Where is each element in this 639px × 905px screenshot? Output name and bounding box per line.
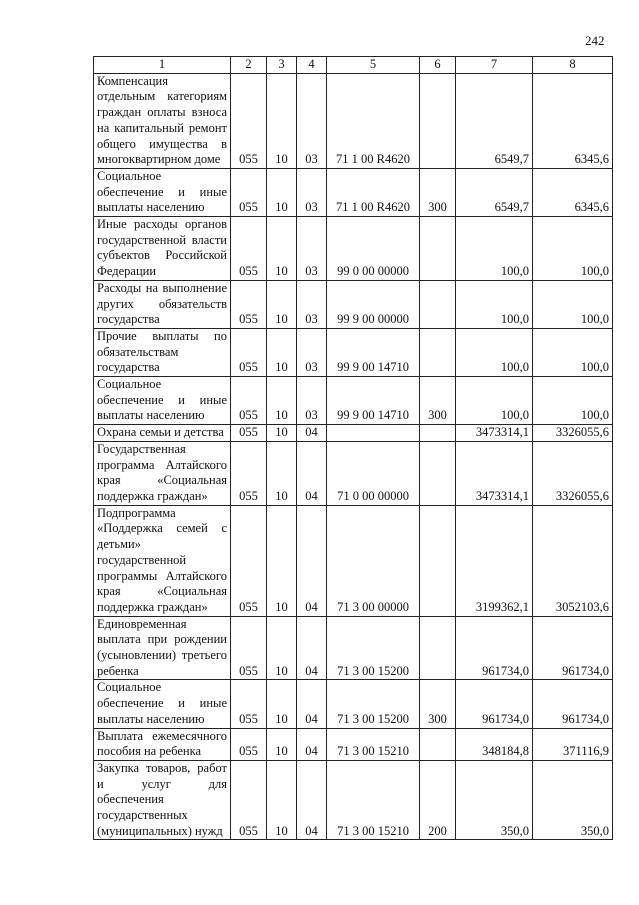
header-cell: 7 [456, 57, 533, 74]
expense-type-cell [420, 616, 456, 680]
section-cell: 10 [267, 441, 297, 505]
table-row [94, 217, 613, 281]
amount-year2-cell: 6345,6 [533, 73, 613, 168]
amount-year1-cell: 100,0 [456, 217, 533, 281]
header-cell: 4 [297, 57, 327, 74]
budget-table [93, 56, 613, 840]
target-article-cell: 71 3 00 15210 [327, 760, 420, 840]
header-cell: 2 [231, 57, 267, 74]
amount-year1-cell: 961734,0 [456, 616, 533, 680]
target-article-cell: 71 0 00 00000 [327, 441, 420, 505]
admin-code-cell: 055 [231, 680, 267, 728]
header-cell: 5 [327, 57, 420, 74]
target-article-cell: 71 3 00 15210 [327, 728, 420, 760]
subsection-cell: 04 [297, 441, 327, 505]
target-article-cell: 99 0 00 00000 [327, 217, 420, 281]
subsection-cell: 04 [297, 425, 327, 442]
amount-year1-cell: 6549,7 [456, 73, 533, 168]
section-cell: 10 [267, 728, 297, 760]
header-cell: 3 [267, 57, 297, 74]
admin-code-cell: 055 [231, 760, 267, 840]
amount-year2-cell: 3326055,6 [533, 441, 613, 505]
admin-code-cell: 055 [231, 441, 267, 505]
amount-year2-cell: 371116,9 [533, 728, 613, 760]
table-body [94, 73, 613, 840]
amount-year1-cell: 6549,7 [456, 168, 533, 216]
expense-type-cell: 300 [420, 680, 456, 728]
section-cell: 10 [267, 616, 297, 680]
subsection-cell: 03 [297, 377, 327, 425]
table-row [94, 377, 613, 425]
amount-year2-cell: 100,0 [533, 217, 613, 281]
amount-year1-cell: 3199362,1 [456, 505, 533, 616]
row-name-cell: Расходы на выполнение других обязательств государства [94, 280, 231, 328]
subsection-cell: 04 [297, 728, 327, 760]
expense-type-cell [420, 73, 456, 168]
expense-type-cell [420, 217, 456, 281]
amount-year2-cell: 6345,6 [533, 168, 613, 216]
admin-code-cell: 055 [231, 73, 267, 168]
expense-type-cell: 300 [420, 168, 456, 216]
row-name-cell: Государственная программа Алтайского края «Социальная поддержка граждан» [94, 441, 231, 505]
table-row [94, 760, 613, 840]
amount-year1-cell: 961734,0 [456, 680, 533, 728]
admin-code-cell: 055 [231, 168, 267, 216]
amount-year2-cell: 961734,0 [533, 616, 613, 680]
section-cell: 10 [267, 217, 297, 281]
subsection-cell: 04 [297, 616, 327, 680]
target-article-cell [327, 425, 420, 442]
section-cell: 10 [267, 168, 297, 216]
section-cell: 10 [267, 280, 297, 328]
subsection-cell: 03 [297, 73, 327, 168]
amount-year2-cell: 100,0 [533, 280, 613, 328]
header-cell: 6 [420, 57, 456, 74]
target-article-cell: 99 9 00 14710 [327, 328, 420, 376]
admin-code-cell: 055 [231, 728, 267, 760]
section-cell: 10 [267, 377, 297, 425]
row-name-cell: Выплата ежемесячного пособия на ребенка [94, 728, 231, 760]
subsection-cell: 04 [297, 680, 327, 728]
target-article-cell: 99 9 00 14710 [327, 377, 420, 425]
admin-code-cell: 055 [231, 280, 267, 328]
section-cell: 10 [267, 680, 297, 728]
expense-type-cell [420, 425, 456, 442]
row-name-cell: Социальное обеспечение и иные выплаты населению [94, 680, 231, 728]
target-article-cell: 71 3 00 00000 [327, 505, 420, 616]
section-cell: 10 [267, 505, 297, 616]
table-row [94, 728, 613, 760]
amount-year2-cell: 961734,0 [533, 680, 613, 728]
table-row [94, 680, 613, 728]
target-article-cell: 71 3 00 15200 [327, 616, 420, 680]
table-row [94, 73, 613, 168]
admin-code-cell: 055 [231, 377, 267, 425]
expense-type-cell: 300 [420, 377, 456, 425]
amount-year2-cell: 3326055,6 [533, 425, 613, 442]
table-row [94, 168, 613, 216]
admin-code-cell: 055 [231, 425, 267, 442]
section-cell: 10 [267, 425, 297, 442]
amount-year1-cell: 350,0 [456, 760, 533, 840]
row-name-cell: Прочие выплаты по обязательствам государства [94, 328, 231, 376]
amount-year2-cell: 100,0 [533, 328, 613, 376]
amount-year2-cell: 100,0 [533, 377, 613, 425]
expense-type-cell [420, 441, 456, 505]
admin-code-cell: 055 [231, 328, 267, 376]
row-name-cell: Социальное обеспечение и иные выплаты населению [94, 377, 231, 425]
target-article-cell: 99 9 00 00000 [327, 280, 420, 328]
expense-type-cell: 200 [420, 760, 456, 840]
table-row [94, 425, 613, 442]
expense-type-cell [420, 328, 456, 376]
row-name-cell: Компенсация отдельным категориям граждан оплаты взноса на капитальный ремонт общего имущества в многоквартирном доме [94, 73, 231, 168]
expense-type-cell [420, 280, 456, 328]
subsection-cell: 04 [297, 505, 327, 616]
row-name-cell: Подпрограмма «Поддержка семей с детьми» государственной программы Алтайского края «Социальная поддержка граждан» [94, 505, 231, 616]
table-row [94, 441, 613, 505]
expense-type-cell [420, 728, 456, 760]
row-name-cell: Закупка товаров, работ и услуг для обеспечения государственных (муниципальных) нужд [94, 760, 231, 840]
subsection-cell: 03 [297, 217, 327, 281]
page-number: 242 [585, 33, 605, 48]
row-name-cell: Охрана семьи и детства [94, 425, 231, 442]
admin-code-cell: 055 [231, 505, 267, 616]
amount-year1-cell: 100,0 [456, 377, 533, 425]
amount-year2-cell: 350,0 [533, 760, 613, 840]
target-article-cell: 71 1 00 R4620 [327, 73, 420, 168]
admin-code-cell: 055 [231, 616, 267, 680]
header-cell: 8 [533, 57, 613, 74]
amount-year1-cell: 100,0 [456, 328, 533, 376]
row-name-cell: Единовременная выплата при рождении (усыновлении) третьего ребенка [94, 616, 231, 680]
table-row [94, 280, 613, 328]
amount-year1-cell: 3473314,1 [456, 425, 533, 442]
admin-code-cell: 055 [231, 217, 267, 281]
target-article-cell: 71 1 00 R4620 [327, 168, 420, 216]
section-cell: 10 [267, 760, 297, 840]
section-cell: 10 [267, 73, 297, 168]
table-row [94, 505, 613, 616]
amount-year1-cell: 3473314,1 [456, 441, 533, 505]
row-name-cell: Иные расходы органов государственной власти субъектов Российской Федерации [94, 217, 231, 281]
subsection-cell: 03 [297, 328, 327, 376]
table-row [94, 616, 613, 680]
header-cell: 1 [94, 57, 231, 74]
expense-type-cell [420, 505, 456, 616]
section-cell: 10 [267, 328, 297, 376]
subsection-cell: 03 [297, 280, 327, 328]
table-row [94, 328, 613, 376]
subsection-cell: 04 [297, 760, 327, 840]
header-row [94, 57, 613, 74]
amount-year1-cell: 348184,8 [456, 728, 533, 760]
amount-year1-cell: 100,0 [456, 280, 533, 328]
row-name-cell: Социальное обеспечение и иные выплаты населению [94, 168, 231, 216]
subsection-cell: 03 [297, 168, 327, 216]
amount-year2-cell: 3052103,6 [533, 505, 613, 616]
target-article-cell: 71 3 00 15200 [327, 680, 420, 728]
